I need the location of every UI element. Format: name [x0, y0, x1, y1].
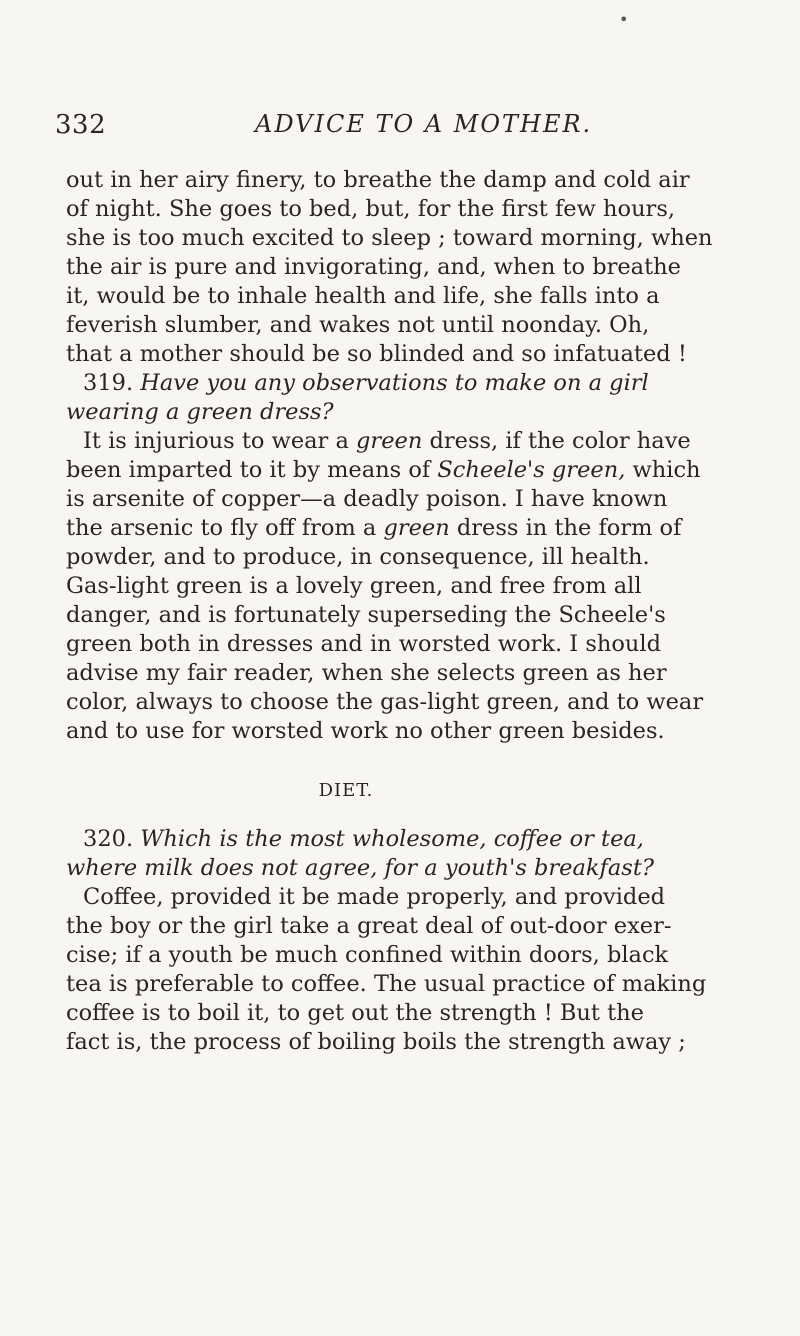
- text-line: powder, and to produce, in consequence, ill health.: [66, 544, 650, 570]
- paragraph-continuation: [66, 166, 786, 369]
- text-line: [66, 427, 786, 456]
- text-line: danger, and is fortunately superseding the Scheele's: [66, 602, 666, 628]
- text-line: out in her airy finery, to breathe the damp and cold air: [66, 167, 690, 193]
- text-line: the boy or the girl take a great deal of out-door exer-: [66, 913, 672, 939]
- text-run: dress in the form of: [449, 515, 682, 541]
- running-head: [55, 110, 775, 150]
- emphasis: green: [356, 428, 423, 454]
- text-line: she is too much excited to sleep ; toward morning, when: [66, 225, 713, 251]
- answer-319: [66, 427, 786, 746]
- text-line: advise my fair reader, when she selects green as her: [66, 660, 667, 686]
- text-line: and to use for worsted work no other green besides.: [66, 718, 665, 744]
- answer-320: [66, 883, 786, 1057]
- text-line: is arsenite of copper—a deadly poison. I have known: [66, 486, 668, 512]
- question-line: where milk does not agree, for a youth's breakfast?: [66, 855, 654, 881]
- text-line: Gas-light green is a lovely green, and free from all: [66, 573, 642, 599]
- question-320: [66, 825, 786, 883]
- text-line: cise; if a youth be much confined within doors, black: [66, 942, 669, 968]
- page-number: 332: [55, 110, 107, 140]
- text-line: [66, 456, 786, 485]
- question-line: wearing a green dress?: [66, 399, 334, 425]
- text-line: the air is pure and invigorating, and, when to breathe: [66, 254, 681, 280]
- text-line: coffee is to boil it, to get out the strength ! But the: [66, 1000, 644, 1026]
- emphasis: green: [383, 515, 450, 541]
- text-run: which: [625, 457, 701, 483]
- question-number: 319.: [83, 370, 134, 396]
- text-run: been imparted to it by means of: [66, 457, 438, 483]
- question-text: Have you any observations to make on a girl: [140, 370, 649, 396]
- text-run: the arsenic to fly off from a: [66, 515, 384, 541]
- text-line: feverish slumber, and wakes not until noonday. Oh,: [66, 312, 650, 338]
- question-line: [66, 825, 786, 854]
- question-line: [66, 369, 786, 398]
- text-line: green both in dresses and in worsted work. I should: [66, 631, 662, 657]
- bullet-mark: •: [619, 10, 629, 29]
- text-run: dress, if the color have: [422, 428, 691, 454]
- section-heading: DIET.: [318, 780, 374, 801]
- text-line: fact is, the process of boiling boils the strength away ;: [66, 1029, 686, 1055]
- text-line: that a mother should be so blinded and so infatuated !: [66, 341, 687, 367]
- text-line: of night. She goes to bed, but, for the first few hours,: [66, 196, 676, 222]
- text-line: it, would be to inhale health and life, she falls into a: [66, 283, 660, 309]
- question-number: 320.: [83, 826, 134, 852]
- text-line: Coffee, provided it be made properly, and provided: [83, 884, 666, 910]
- text-line: tea is preferable to coffee. The usual practice of making: [66, 971, 707, 997]
- text-line: color, always to choose the gas-light green, and to wear: [66, 689, 704, 715]
- question-319: [66, 369, 786, 427]
- text-line: [66, 514, 786, 543]
- running-title: ADVICE TO A MOTHER.: [255, 110, 593, 138]
- body-text: [66, 166, 786, 1057]
- emphasis: Scheele's green,: [437, 457, 626, 483]
- question-text: Which is the most wholesome, coffee or tea,: [140, 826, 644, 852]
- text-run: It is injurious to wear a: [83, 428, 357, 454]
